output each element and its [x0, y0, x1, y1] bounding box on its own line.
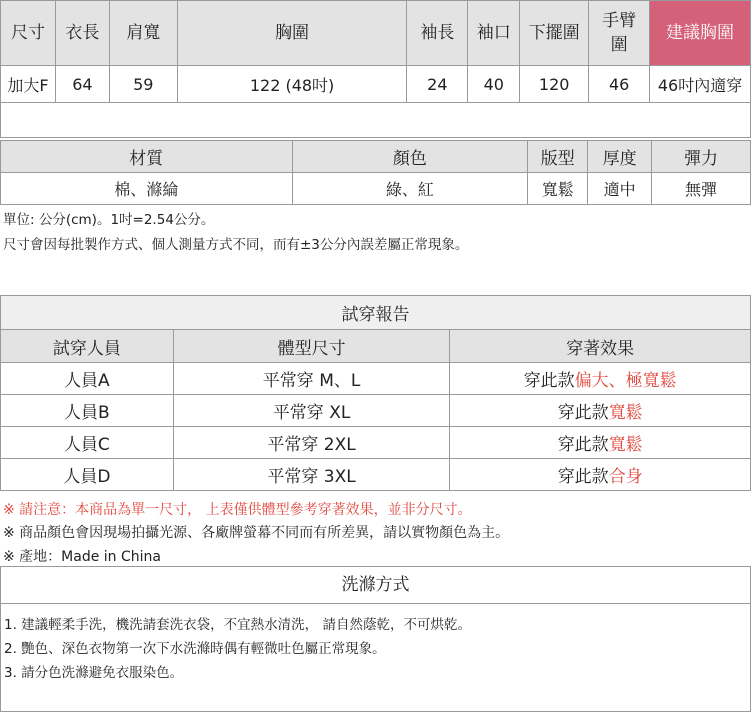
cuff-col-header: 袖口: [468, 1, 520, 66]
fit-effect-cell: [450, 395, 751, 427]
color-cell: 綠、紅: [292, 173, 528, 205]
hem-col-header: 下擺圍: [520, 1, 589, 66]
fit-effect-highlight: 寬鬆: [608, 435, 643, 455]
fit-effect-highlight: 合身: [608, 467, 643, 487]
cuff-cell: 40: [468, 66, 520, 103]
color-col-header: 顏色: [292, 141, 528, 173]
hem-cell: 120: [520, 66, 589, 103]
fit-effect-highlight: 偏大、極寬鬆: [574, 371, 677, 391]
single-size-warning: ※ 請注意：本商品為單一尺寸， 上表僅供體型參考穿著效果，並非分尺寸。: [3, 502, 472, 518]
body-size-col-header: 體型尺寸: [173, 330, 450, 363]
color-variance-note: ※ 商品顏色會因現場拍攝光源、各廠牌螢幕不同而有所差異，請以實物顏色為主。: [3, 525, 510, 541]
shoulder-cell: 59: [109, 66, 177, 103]
fit-col-header: 版型: [528, 141, 588, 173]
body-size-cell: 平常穿 3XL: [173, 459, 450, 491]
fit-effect-prefix: 穿此款: [557, 435, 609, 455]
material-data-row: [1, 173, 751, 205]
washing-line: 3. 請分色洗滌避免衣服染色。: [4, 665, 184, 681]
fit-effect-cell: [450, 363, 751, 395]
fit-report-title-row: [1, 296, 751, 330]
material-header-row: [1, 141, 751, 173]
fit-report-row: [1, 363, 751, 395]
sleeve-length-cell: 24: [407, 66, 468, 103]
size-data-row: [1, 66, 751, 103]
fit-report-header-row: [1, 330, 751, 363]
tester-cell: 人員B: [1, 395, 174, 427]
fit-report-title: 試穿報告: [1, 296, 751, 330]
fit-effect-cell: [450, 427, 751, 459]
sleeve-length-col-header: 袖長: [407, 1, 468, 66]
unit-note: 單位: 公分(cm)。1吋=2.54公分。: [3, 212, 215, 228]
arm-col-header: [589, 1, 650, 66]
fit-effect-col-header: 穿著效果: [450, 330, 751, 363]
shoulder-col-header: 肩寬: [109, 1, 177, 66]
thickness-col-header: 厚度: [588, 141, 652, 173]
origin-note: ※ 產地：Made in China: [3, 549, 161, 565]
material-table: [0, 140, 751, 205]
washing-line: 2. 艷色、深色衣物第一次下水洗滌時偶有輕微吐色屬正常現象。: [4, 641, 386, 657]
elasticity-col-header: 彈力: [652, 141, 751, 173]
washing-line: 1. 建議輕柔手洗，機洗請套洗衣袋，不宜熱水清洗， 請自然蔭乾，不可烘乾。: [4, 617, 471, 633]
size-header-row: [1, 1, 751, 66]
length-col-header: 衣長: [55, 1, 109, 66]
body-size-cell: 平常穿 M、L: [173, 363, 450, 395]
fit-effect-prefix: 穿此款: [557, 403, 609, 423]
washing-title: 洗滌方式: [1, 567, 750, 604]
fit-cell: 寬鬆: [528, 173, 588, 205]
tester-col-header: 試穿人員: [1, 330, 174, 363]
thickness-cell: 適中: [588, 173, 652, 205]
material-cell: 棉、滌綸: [1, 173, 293, 205]
fit-effect-prefix: 穿此款: [557, 467, 609, 487]
tolerance-note: 尺寸會因每批製作方式、個人測量方式不同，而有±3公分內誤差屬正常現象。: [3, 237, 469, 253]
tester-cell: 人員C: [1, 427, 174, 459]
arm-col-header-label: 手臂圍: [602, 11, 637, 55]
recommended-chest-col-header: 建議胸圍: [650, 1, 751, 66]
fit-report-row: [1, 427, 751, 459]
length-cell: 64: [55, 66, 109, 103]
fit-effect-prefix: 穿此款: [523, 371, 575, 391]
washing-section: [0, 566, 751, 712]
material-col-header: 材質: [1, 141, 293, 173]
elasticity-cell: 無彈: [652, 173, 751, 205]
chest-cell: 122 (48吋): [177, 66, 407, 103]
arm-cell: 46: [589, 66, 650, 103]
blank-cell: [1, 103, 751, 138]
fit-report-table: [0, 295, 751, 491]
fit-effect-cell: [450, 459, 751, 491]
size-table: [0, 0, 751, 138]
fit-report-row: [1, 459, 751, 491]
chest-col-header: 胸圍: [177, 1, 407, 66]
tester-cell: 人員A: [1, 363, 174, 395]
size-blank-row: [1, 103, 751, 138]
size-cell: 加大F: [1, 66, 56, 103]
tester-cell: 人員D: [1, 459, 174, 491]
fit-effect-highlight: 寬鬆: [608, 403, 643, 423]
body-size-cell: 平常穿 XL: [173, 395, 450, 427]
size-col-header: 尺寸: [1, 1, 56, 66]
recommended-chest-cell: 46吋內適穿: [650, 66, 751, 103]
body-size-cell: 平常穿 2XL: [173, 427, 450, 459]
fit-report-row: [1, 395, 751, 427]
